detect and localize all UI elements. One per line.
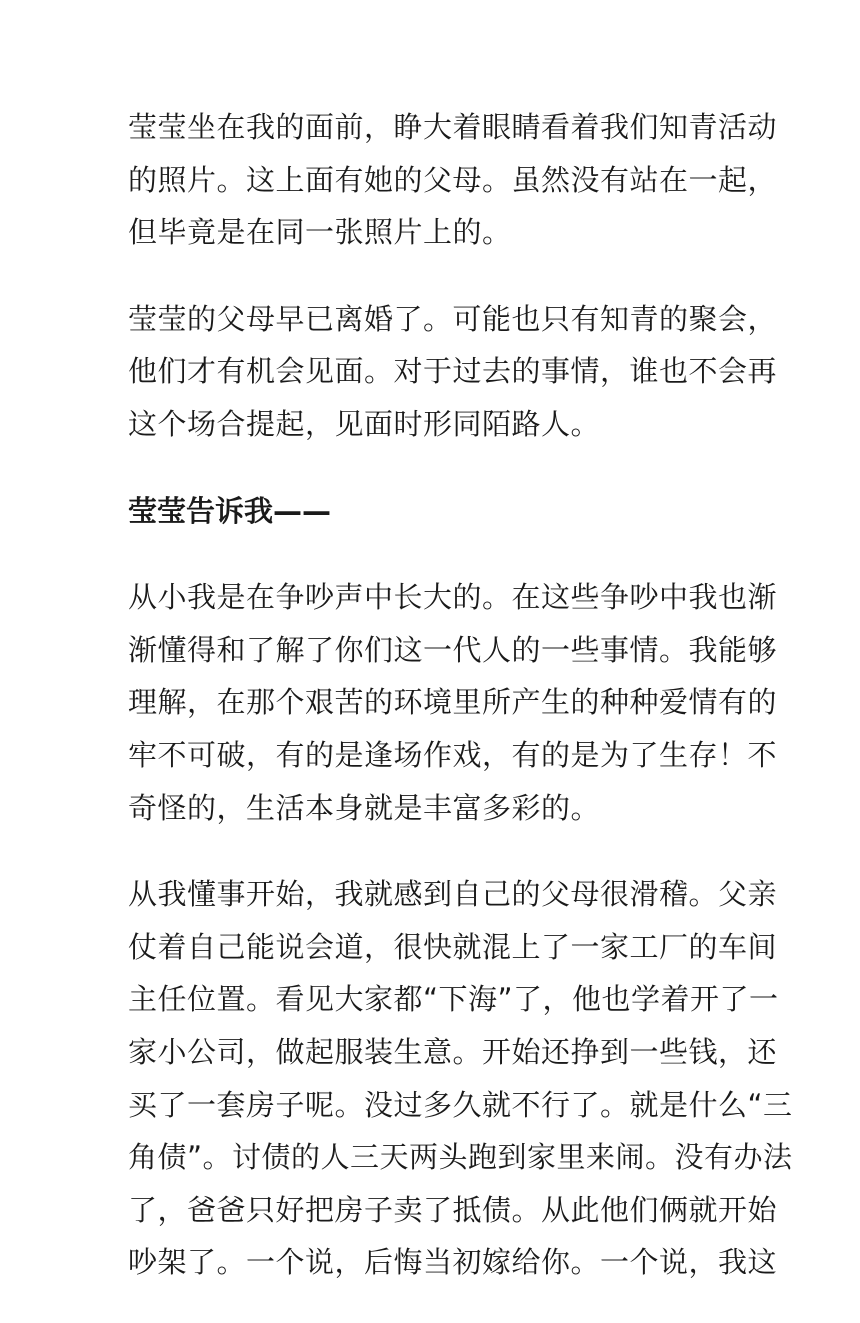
text-line: 的照片。这上面有她的父母。虽然没有站在一起， (128, 162, 778, 197)
text-line: 从小我是在争吵声中长大的。在这些争吵中我也渐 (128, 580, 778, 615)
text-line: 吵架了。一个说，后悔当初嫁给你。一个说，我这 (128, 1245, 778, 1280)
text-line: 莹莹的父母早已离婚了。可能也只有知青的聚会， (128, 301, 778, 336)
text-line: 他们才有机会见面。对于过去的事情，谁也不会再 (128, 354, 778, 389)
text-line: 角债”。讨债的人三天两头跑到家里来闹。没有办法 (128, 1140, 793, 1175)
paragraph-1 (128, 101, 778, 259)
text-line: 买了一套房子呢。没过多久就不行了。就是什么“三 (128, 1087, 793, 1122)
paragraph-2 (128, 293, 778, 451)
text-line: 但毕竟是在同一张照片上的。 (128, 215, 512, 250)
text-line: 家小公司，做起服装生意。开始还挣到一些钱，还 (128, 1034, 778, 1069)
text-line: 仗着自己能说会道，很快就混上了一家工厂的车间 (128, 929, 778, 964)
text-line: 渐懂得和了解了你们这一代人的一些事情。我能够 (128, 632, 778, 667)
text-line: 理解，在那个艰苦的环境里所产生的种种爱情有的 (128, 685, 778, 720)
text-line: 奇怪的，生活本身就是丰富多彩的。 (128, 790, 601, 825)
text-line: 主任位置。看见大家都“下海”了，他也学着开了一 (128, 982, 779, 1017)
text-line: 从我懂事开始，我就感到自己的父母很滑稽。父亲 (128, 877, 778, 912)
text-line: 这个场合提起，见面时形同陌路人。 (128, 406, 601, 441)
text-line: 牢不可破，有的是逢场作戏，有的是为了生存！不 (128, 737, 778, 772)
article-body (128, 101, 793, 1323)
text-line: 莹莹坐在我的面前，睁大着眼睛看着我们知青活动 (128, 110, 778, 144)
text-line: 了，爸爸只好把房子卖了抵债。从此他们俩就开始 (128, 1192, 778, 1227)
section-heading: 莹莹告诉我—— (128, 493, 332, 528)
paragraph-4 (128, 868, 793, 1289)
paragraph-3 (128, 571, 778, 834)
